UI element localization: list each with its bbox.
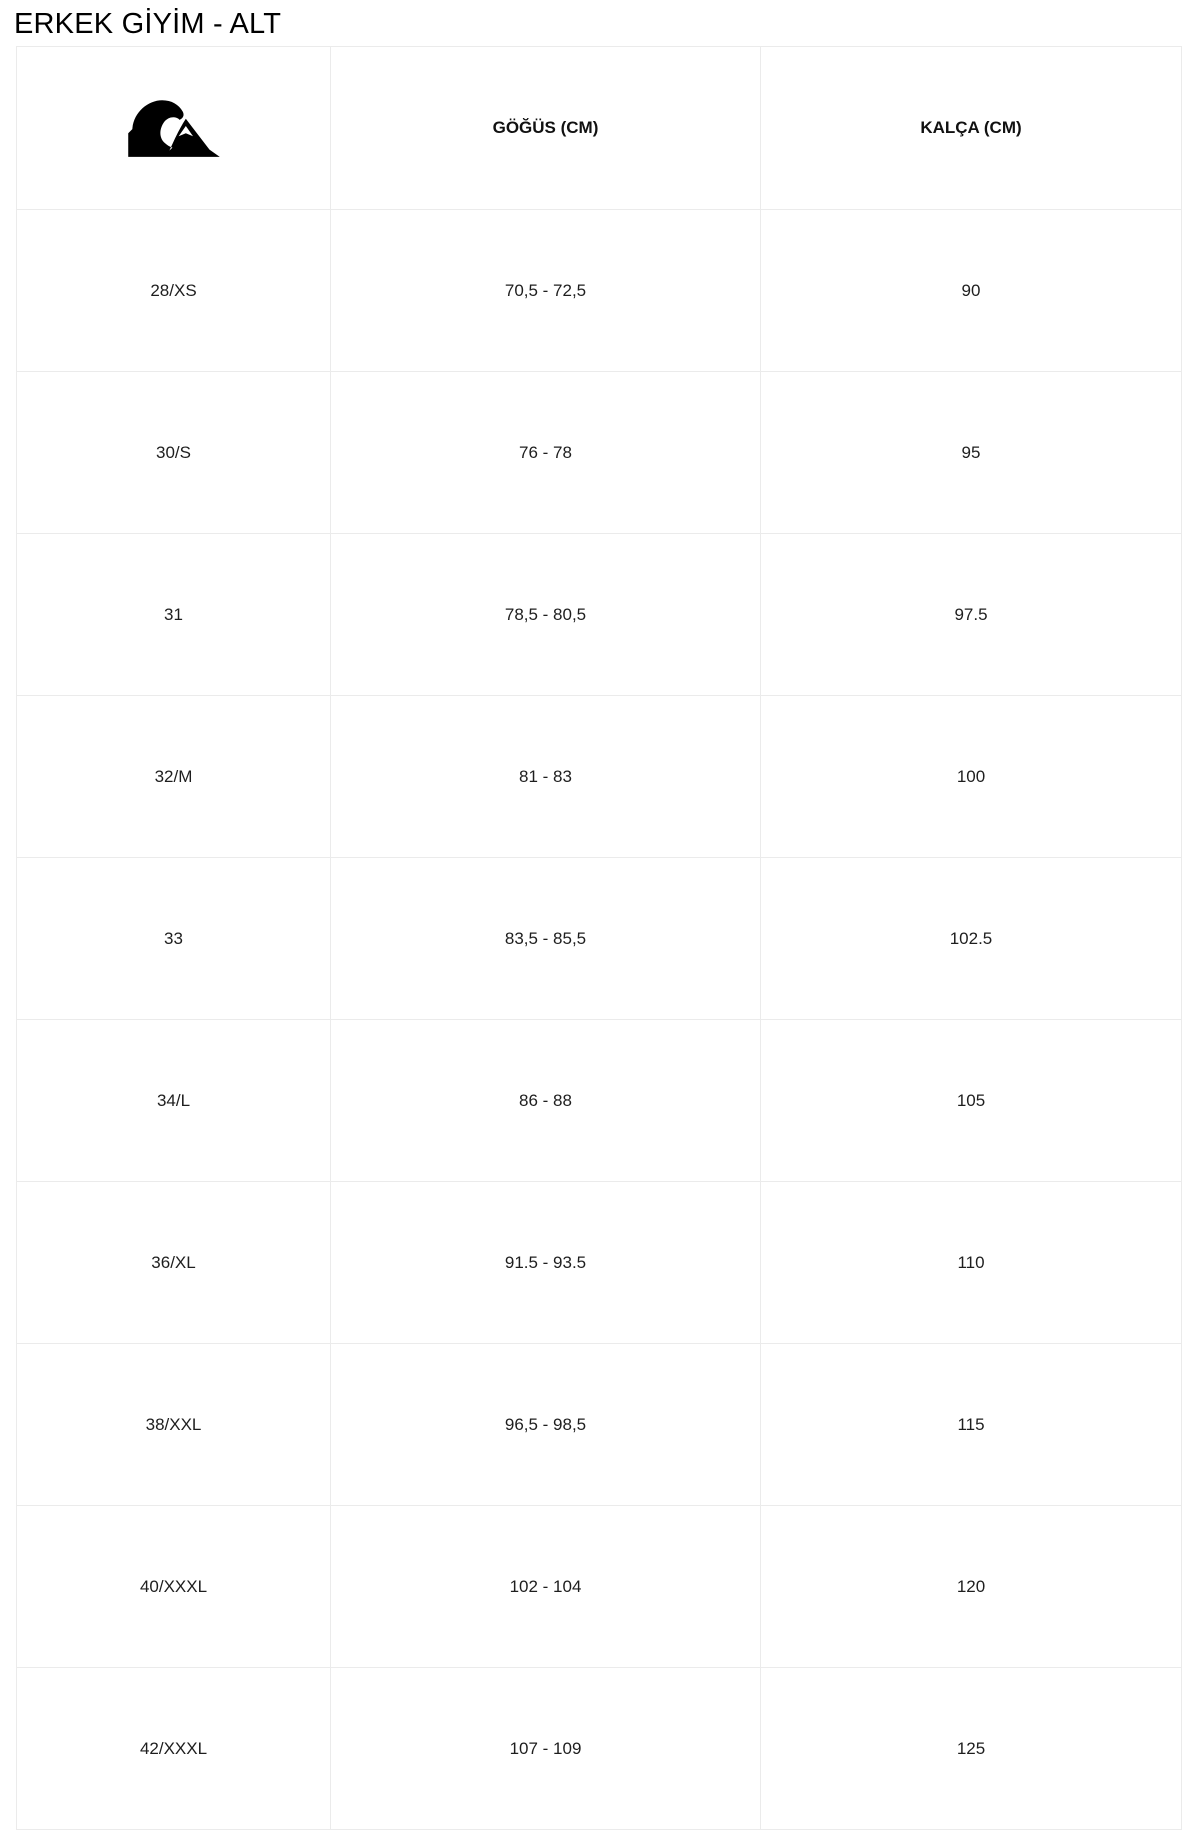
cell-size: 34/L (17, 1020, 331, 1182)
table-row (17, 534, 1182, 696)
table-row (17, 1344, 1182, 1506)
quiksilver-logo-icon (120, 94, 228, 158)
cell-hip: 100 (761, 696, 1182, 858)
cell-size: 36/XL (17, 1182, 331, 1344)
size-chart-table (16, 46, 1182, 1830)
cell-hip: 125 (761, 1668, 1182, 1830)
cell-size: 32/M (17, 696, 331, 858)
page-title: ERKEK GİYİM - ALT (14, 8, 282, 40)
table-row (17, 210, 1182, 372)
cell-chest: 81 - 83 (331, 696, 761, 858)
cell-size: 40/XXXL (17, 1506, 331, 1668)
cell-chest: 78,5 - 80,5 (331, 534, 761, 696)
table-row (17, 858, 1182, 1020)
cell-chest: 83,5 - 85,5 (331, 858, 761, 1020)
column-header-chest: GÖĞÜS (CM) (331, 47, 761, 210)
column-header-hip: KALÇA (CM) (761, 47, 1182, 210)
cell-chest: 91.5 - 93.5 (331, 1182, 761, 1344)
table-row (17, 1182, 1182, 1344)
cell-size: 42/XXXL (17, 1668, 331, 1830)
cell-hip: 105 (761, 1020, 1182, 1182)
cell-chest: 102 - 104 (331, 1506, 761, 1668)
cell-hip: 110 (761, 1182, 1182, 1344)
cell-chest: 107 - 109 (331, 1668, 761, 1830)
cell-chest: 96,5 - 98,5 (331, 1344, 761, 1506)
cell-hip: 102.5 (761, 858, 1182, 1020)
cell-size: 30/S (17, 372, 331, 534)
table-row (17, 372, 1182, 534)
cell-hip: 120 (761, 1506, 1182, 1668)
cell-size: 31 (17, 534, 331, 696)
table-row (17, 1020, 1182, 1182)
cell-hip: 90 (761, 210, 1182, 372)
table-row (17, 1668, 1182, 1830)
size-chart-body (17, 47, 1182, 1830)
cell-chest: 70,5 - 72,5 (331, 210, 761, 372)
header-row (17, 47, 1182, 210)
cell-hip: 115 (761, 1344, 1182, 1506)
cell-hip: 97.5 (761, 534, 1182, 696)
cell-hip: 95 (761, 372, 1182, 534)
brand-logo-cell (17, 47, 331, 210)
cell-size: 38/XXL (17, 1344, 331, 1506)
cell-size: 28/XS (17, 210, 331, 372)
table-row (17, 696, 1182, 858)
cell-size: 33 (17, 858, 331, 1020)
cell-chest: 86 - 88 (331, 1020, 761, 1182)
cell-chest: 76 - 78 (331, 372, 761, 534)
table-row (17, 1506, 1182, 1668)
